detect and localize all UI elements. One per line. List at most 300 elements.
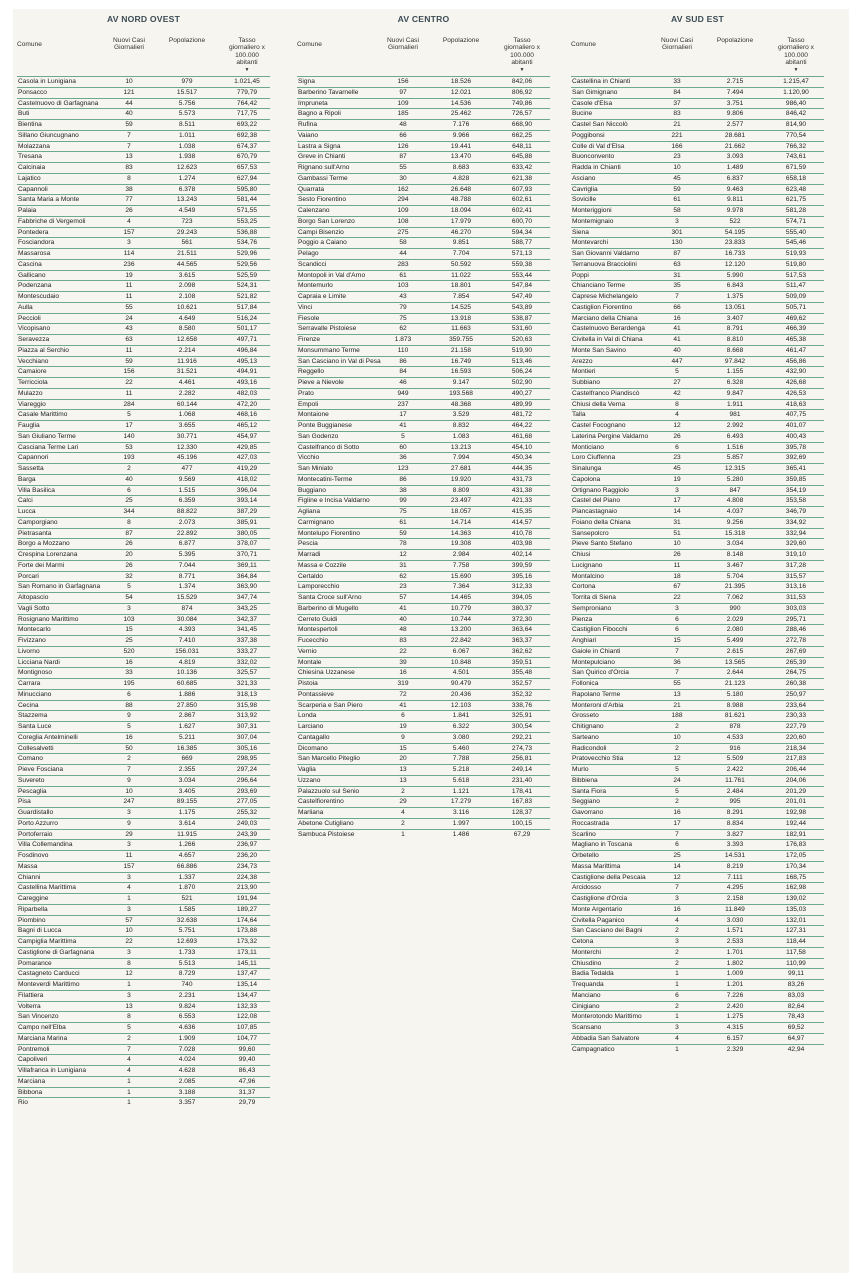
cell-nuovi-casi: 4	[675, 411, 679, 419]
cell-popolazione: 4.819	[178, 658, 196, 666]
cell-nuovi-casi: 3	[675, 1024, 679, 1031]
table-row	[297, 764, 550, 775]
cell-nuovi-casi: 36	[673, 658, 681, 666]
cell-popolazione: 19.308	[450, 540, 472, 548]
cell-tasso: 218,34	[785, 744, 807, 752]
cell-comune: Buonconvento	[572, 153, 615, 161]
cell-popolazione: 3.030	[726, 916, 744, 924]
cell-comune: Agliana	[298, 508, 320, 515]
table-row	[17, 657, 270, 668]
cell-nuovi-casi: 4	[675, 1034, 679, 1042]
table-row	[571, 517, 824, 528]
cell-nuovi-casi: 17	[399, 411, 407, 419]
cell-tasso: 396,04	[236, 486, 258, 494]
table-row	[297, 442, 550, 453]
table-row	[571, 829, 824, 840]
cell-tasso: 842,06	[511, 78, 533, 85]
cell-popolazione: 6.837	[726, 174, 744, 182]
cell-comune: Bibbona	[18, 1088, 43, 1096]
cell-tasso: 168,75	[785, 873, 807, 881]
cell-nuovi-casi: 3	[127, 905, 131, 913]
cell-tasso: 454,97	[236, 432, 258, 440]
section-title-centro: AV CENTRO	[397, 14, 450, 24]
cell-nuovi-casi: 162	[397, 185, 409, 193]
cell-tasso: 553,44	[511, 271, 533, 279]
cell-tasso: 117,58	[786, 948, 806, 956]
cell-nuovi-casi: 16	[125, 733, 133, 741]
cell-nuovi-casi: 5	[127, 583, 131, 591]
cell-popolazione: 1.489	[726, 164, 744, 171]
cell-nuovi-casi: 61	[673, 196, 681, 204]
cell-comune: Monteverdi Marittimo	[18, 981, 80, 988]
cell-comune: Riparbella	[18, 905, 48, 913]
cell-tasso: 497,71	[236, 336, 258, 343]
cell-comune: Montignoso	[18, 669, 53, 677]
header-nuovi-casi[interactable]	[379, 37, 427, 52]
cell-popolazione: 8.832	[452, 422, 470, 429]
cell-tasso: 256,81	[511, 755, 533, 763]
header-nuovi-casi-line: Nuovi Casi	[661, 37, 693, 44]
cell-popolazione: 13.565	[724, 658, 746, 666]
table-row	[17, 958, 270, 969]
cell-nuovi-casi: 57	[399, 594, 407, 601]
cell-comune: Chiusdino	[572, 959, 602, 967]
cell-popolazione: 5.990	[726, 271, 744, 279]
cell-comune: Pomarance	[18, 959, 52, 967]
cell-tasso: 370,71	[236, 551, 258, 558]
cell-comune: Calci	[18, 497, 33, 505]
cell-comune: Suvereto	[18, 776, 45, 784]
cell-tasso: 288,46	[785, 626, 807, 634]
cell-popolazione: 6.322	[452, 723, 470, 730]
cell-popolazione: 31.521	[176, 368, 198, 376]
cell-nuovi-casi: 26	[125, 540, 133, 548]
cell-nuovi-casi: 5	[675, 368, 679, 376]
cell-comune: Vecchiano	[18, 357, 49, 365]
table-row	[571, 936, 824, 947]
cell-popolazione: 7.176	[452, 121, 470, 128]
cell-popolazione: 1.997	[452, 819, 470, 827]
cell-tasso: 369,11	[237, 561, 257, 569]
cell-comune: Fosdinovo	[18, 852, 49, 859]
cell-nuovi-casi: 1	[127, 1099, 131, 1107]
table-row	[17, 603, 270, 614]
table-row	[17, 667, 270, 678]
cell-nuovi-casi: 2	[401, 819, 405, 827]
cell-comune: Massarosa	[18, 250, 51, 257]
cell-popolazione: 1.627	[178, 723, 196, 730]
cell-tasso: 493,16	[236, 379, 258, 386]
table-row	[17, 409, 270, 420]
cell-tasso: 516,24	[236, 314, 258, 322]
cell-popolazione: 2.355	[178, 766, 196, 773]
table-row	[571, 205, 824, 216]
cell-popolazione: 2.085	[178, 1077, 196, 1085]
header-comune[interactable]: Comune	[297, 41, 322, 48]
cell-popolazione: 4.649	[178, 314, 196, 322]
table-row	[571, 409, 824, 420]
cell-comune: Villa Collemandina	[18, 841, 73, 849]
table-row	[17, 850, 270, 861]
table-row	[571, 560, 824, 571]
cell-tasso: 764,42	[236, 99, 258, 107]
cell-nuovi-casi: 6	[675, 991, 679, 999]
cell-tasso: 468,16	[236, 411, 258, 419]
cell-popolazione: 4.024	[178, 1056, 196, 1064]
table-row	[571, 775, 824, 786]
cell-tasso: 574,71	[785, 217, 807, 225]
cell-comune: Porto Azzurro	[18, 819, 58, 827]
cell-tasso: 67,29	[513, 830, 531, 838]
cell-tasso: 429,85	[236, 443, 258, 451]
cell-nuovi-casi: 9	[127, 819, 131, 827]
header-tasso[interactable]	[222, 37, 272, 73]
cell-tasso: 243,39	[236, 830, 258, 838]
cell-nuovi-casi: 4	[127, 1067, 131, 1074]
cell-comune: Civitella Paganico	[572, 916, 625, 924]
cell-nuovi-casi: 6	[401, 712, 405, 720]
table-row	[297, 216, 550, 227]
cell-tasso: 766,32	[785, 142, 807, 150]
header-tasso-line: giornaliero x	[504, 44, 540, 52]
cell-nuovi-casi: 5	[127, 723, 131, 730]
table-row	[571, 98, 824, 109]
table-row	[571, 925, 824, 936]
cell-tasso: 693,22	[236, 121, 258, 128]
cell-comune: Piancastagnaio	[572, 508, 618, 515]
table-header	[297, 37, 550, 77]
cell-nuovi-casi: 8	[127, 959, 131, 967]
cell-nuovi-casi: 25	[125, 497, 133, 505]
cell-popolazione: 12.021	[450, 88, 472, 96]
cell-popolazione: 6.157	[726, 1034, 744, 1042]
cell-comune: Pieve a Nievole	[298, 379, 344, 386]
cell-popolazione: 16.733	[724, 250, 746, 257]
table-row	[297, 227, 550, 238]
cell-tasso: 534,76	[236, 239, 258, 247]
cell-comune: Sassetta	[18, 465, 44, 472]
table-row	[17, 872, 270, 883]
table-row	[17, 689, 270, 700]
table-row	[17, 1054, 270, 1065]
cell-popolazione: 2.984	[452, 551, 470, 558]
cell-comune: Montecatini-Terme	[298, 475, 353, 483]
cell-comune: San Marcello Piteglio	[298, 755, 360, 763]
table-row	[571, 291, 824, 302]
cell-nuovi-casi: 15	[125, 626, 133, 634]
cell-comune: Civitella in Val di Chiana	[572, 336, 643, 343]
cell-popolazione: 4.549	[178, 207, 196, 214]
cell-tasso: 249,14	[511, 766, 533, 773]
cell-comune: Cecina	[18, 701, 39, 709]
header-tasso[interactable]	[497, 37, 547, 73]
cell-tasso: 364,84	[236, 572, 258, 580]
cell-nuovi-casi: 103	[397, 282, 409, 290]
cell-nuovi-casi: 110	[397, 346, 409, 354]
cell-tasso: 431,73	[511, 475, 533, 483]
cell-popolazione: 7.364	[452, 583, 470, 591]
header-popolazione[interactable]: Popolazione	[442, 37, 480, 44]
cell-comune: Trequanda	[572, 981, 604, 988]
table-row	[571, 1033, 824, 1044]
cell-popolazione: 21.395	[724, 583, 746, 591]
cell-tasso: 418,63	[785, 400, 807, 408]
cell-popolazione: 9.851	[452, 239, 470, 247]
cell-popolazione: 3.751	[726, 99, 744, 107]
cell-popolazione: 8.148	[726, 551, 744, 558]
table-row	[297, 592, 550, 603]
header-tasso-line: Tasso	[238, 37, 256, 44]
table-row	[17, 614, 270, 625]
cell-tasso: 298,95	[236, 755, 258, 763]
table-row	[17, 700, 270, 711]
table-row	[297, 743, 550, 754]
cell-tasso: 176,83	[785, 841, 807, 849]
cell-comune: Fabbriche di Vergemoli	[18, 217, 86, 225]
cell-popolazione: 1.909	[178, 1034, 196, 1042]
cell-popolazione: 14.525	[450, 303, 472, 311]
cell-comune: Casale Marittimo	[18, 411, 68, 419]
table-row	[17, 495, 270, 506]
cell-tasso: 588,77	[511, 239, 533, 247]
cell-nuovi-casi: 6	[675, 443, 679, 451]
cell-tasso: 749,86	[511, 99, 533, 107]
cell-comune: Greve in Chianti	[298, 153, 346, 161]
cell-popolazione: 23.833	[724, 239, 746, 247]
table-row	[17, 1087, 270, 1098]
cell-tasso: 334,92	[785, 518, 807, 526]
table-row	[17, 463, 270, 474]
cell-nuovi-casi: 1	[127, 1077, 131, 1085]
cell-tasso: 132,01	[785, 916, 807, 924]
cell-comune: Monte Argentario	[572, 905, 623, 913]
cell-comune: Marciana	[18, 1077, 46, 1085]
table-row	[17, 184, 270, 195]
cell-popolazione: 11.761	[725, 776, 745, 784]
table-row	[571, 495, 824, 506]
cell-tasso: 600,70	[511, 217, 533, 225]
cell-comune: Scarlino	[572, 830, 596, 838]
cell-popolazione: 6.843	[726, 282, 744, 290]
cell-comune: Buti	[18, 110, 30, 118]
cell-comune: Stazzema	[18, 712, 48, 720]
cell-comune: Viareggio	[18, 400, 46, 408]
cell-comune: Castiglion Fiorentino	[572, 303, 633, 311]
cell-nuovi-casi: 3	[127, 809, 131, 816]
cell-comune: Quarrata	[298, 185, 325, 193]
cell-tasso: 83,26	[787, 981, 805, 988]
cell-popolazione: 5.211	[178, 733, 195, 741]
table-row	[17, 280, 270, 291]
cell-popolazione: 6.493	[726, 432, 744, 440]
cell-popolazione: 13.918	[450, 314, 472, 322]
table-row	[17, 356, 270, 367]
sort-desc-icon[interactable]: ▼	[244, 66, 250, 73]
table-row	[297, 485, 550, 496]
sort-desc-icon[interactable]: ▼	[793, 66, 799, 73]
cell-tasso: 806,92	[511, 88, 533, 96]
cell-nuovi-casi: 5	[127, 1024, 131, 1031]
table-row	[17, 1097, 270, 1108]
table-row	[571, 850, 824, 861]
cell-nuovi-casi: 13	[125, 1002, 133, 1010]
cell-popolazione: 6.328	[726, 379, 744, 386]
cell-popolazione: 5.618	[452, 776, 470, 784]
cell-tasso: 658,18	[785, 174, 807, 182]
table-row	[297, 667, 550, 678]
cell-nuovi-casi: 33	[673, 78, 681, 85]
cell-comune: Collesalvetti	[18, 744, 54, 752]
cell-comune: Rufina	[298, 121, 318, 128]
table-row	[297, 807, 550, 818]
header-tasso-line: abitanti	[511, 59, 533, 67]
cell-comune: Chiusi della Verna	[572, 400, 626, 408]
table-row	[17, 291, 270, 302]
cell-popolazione: 46.270	[450, 228, 472, 236]
cell-tasso: 1.120,90	[783, 88, 809, 96]
cell-tasso: 1.021,45	[234, 78, 260, 85]
cell-tasso: 318,13	[236, 690, 258, 698]
cell-tasso: 118,44	[786, 938, 806, 945]
header-tasso[interactable]	[771, 37, 821, 73]
cell-popolazione: 3.080	[452, 733, 470, 741]
cell-nuovi-casi: 26	[673, 432, 681, 440]
cell-popolazione: 8.580	[178, 325, 196, 333]
cell-tasso: 315,98	[236, 701, 258, 709]
cell-tasso: 469,62	[785, 314, 807, 322]
header-popolazione[interactable]: Popolazione	[716, 37, 754, 44]
header-comune[interactable]: Comune	[571, 41, 596, 48]
header-nuovi-casi[interactable]	[105, 37, 153, 52]
cell-nuovi-casi: 51	[673, 529, 681, 537]
cell-popolazione: 1.701	[726, 948, 744, 956]
cell-popolazione: 27.681	[450, 465, 472, 472]
cell-popolazione: 18.057	[450, 508, 472, 515]
cell-comune: Pieve Santo Stefano	[572, 540, 633, 548]
table-row	[17, 1011, 270, 1022]
cell-nuovi-casi: 319	[397, 680, 409, 687]
cell-nuovi-casi: 40	[673, 346, 681, 354]
cell-popolazione: 2.615	[726, 647, 744, 655]
table-row	[17, 936, 270, 947]
sort-desc-icon[interactable]: ▼	[519, 66, 525, 73]
cell-comune: Comano	[18, 755, 43, 763]
cell-nuovi-casi: 40	[125, 110, 133, 118]
cell-tasso: 293,69	[236, 787, 258, 795]
cell-popolazione: 9.147	[452, 379, 470, 386]
cell-nuovi-casi: 3	[675, 217, 679, 225]
cell-popolazione: 740	[181, 981, 193, 988]
cell-comune: Molazzana	[18, 142, 50, 150]
table-row	[297, 323, 550, 334]
cell-popolazione: 5.756	[178, 99, 196, 107]
cell-popolazione: 2.214	[178, 346, 196, 354]
cell-popolazione: 1.571	[726, 927, 744, 935]
cell-comune: Palazzuolo sul Senio	[298, 787, 360, 795]
table-row	[297, 818, 550, 829]
cell-popolazione: 6.877	[178, 540, 196, 548]
cell-popolazione: 13.243	[176, 196, 198, 204]
cell-popolazione: 88.822	[176, 508, 198, 515]
cell-tasso: 250,97	[785, 690, 807, 698]
table-row	[571, 904, 824, 915]
cell-popolazione: 7.028	[178, 1045, 196, 1053]
cell-comune: Larciano	[298, 723, 324, 730]
cell-tasso: 553,25	[236, 217, 258, 225]
cell-popolazione: 7.044	[178, 561, 196, 569]
cell-popolazione: 4.628	[178, 1067, 196, 1074]
cell-nuovi-casi: 11	[125, 282, 133, 290]
cell-comune: Massa e Cozzile	[298, 561, 347, 569]
cell-popolazione: 17.979	[450, 217, 472, 225]
cell-popolazione: 1.374	[178, 583, 196, 591]
cell-nuovi-casi: 2	[675, 959, 679, 967]
cell-popolazione: 10.779	[450, 604, 472, 612]
cell-comune: Monteriggioni	[572, 207, 612, 214]
cell-tasso: 519,90	[511, 346, 533, 354]
table-row	[571, 323, 824, 334]
cell-popolazione: 9.978	[726, 207, 744, 214]
cell-popolazione: 8.834	[726, 819, 744, 827]
table-row	[297, 581, 550, 592]
table-row	[297, 184, 550, 195]
cell-tasso: 170,34	[785, 862, 807, 870]
cell-nuovi-casi: 185	[397, 110, 409, 118]
cell-nuovi-casi: 29	[399, 798, 407, 806]
header-comune[interactable]: Comune	[17, 41, 42, 48]
table-row	[297, 377, 550, 388]
header-popolazione[interactable]: Popolazione	[168, 37, 206, 44]
cell-comune: Borgo a Mozzano	[18, 540, 70, 548]
cell-tasso: 415,35	[511, 508, 533, 515]
cell-comune: Grosseto	[572, 712, 599, 720]
table-row	[571, 528, 824, 539]
cell-comune: Sovicille	[572, 196, 597, 204]
cell-tasso: 986,40	[785, 99, 807, 107]
table-row	[17, 947, 270, 958]
cell-tasso: 342,37	[236, 615, 258, 623]
table-row	[297, 98, 550, 109]
table-row	[571, 130, 824, 141]
table-row	[17, 893, 270, 904]
cell-popolazione: 4.533	[726, 733, 744, 741]
cell-tasso: 78,43	[787, 1013, 805, 1021]
table-row	[571, 614, 824, 625]
cell-nuovi-casi: 43	[125, 325, 133, 333]
cell-comune: Rapolano Terme	[572, 690, 621, 698]
cell-comune: Uzzano	[298, 776, 321, 784]
table-row	[17, 474, 270, 485]
cell-nuovi-casi: 2	[401, 787, 405, 795]
table-row	[297, 108, 550, 119]
cell-nuovi-casi: 949	[397, 389, 409, 397]
cell-popolazione: 3.615	[178, 271, 196, 279]
cell-nuovi-casi: 3	[675, 895, 679, 902]
cell-tasso: 352,57	[511, 680, 533, 687]
table-row	[297, 87, 550, 98]
cell-tasso: 162,98	[785, 884, 807, 892]
cell-nuovi-casi: 4	[127, 884, 131, 892]
table-row	[571, 377, 824, 388]
cell-comune: Pontassieve	[298, 690, 334, 698]
cell-nuovi-casi: 10	[673, 164, 681, 171]
table-row	[297, 259, 550, 270]
header-nuovi-casi[interactable]	[653, 37, 701, 52]
cell-tasso: 525,59	[236, 271, 258, 279]
cell-nuovi-casi: 77	[125, 196, 133, 204]
table-row	[17, 775, 270, 786]
cell-tasso: 490,27	[511, 389, 533, 397]
